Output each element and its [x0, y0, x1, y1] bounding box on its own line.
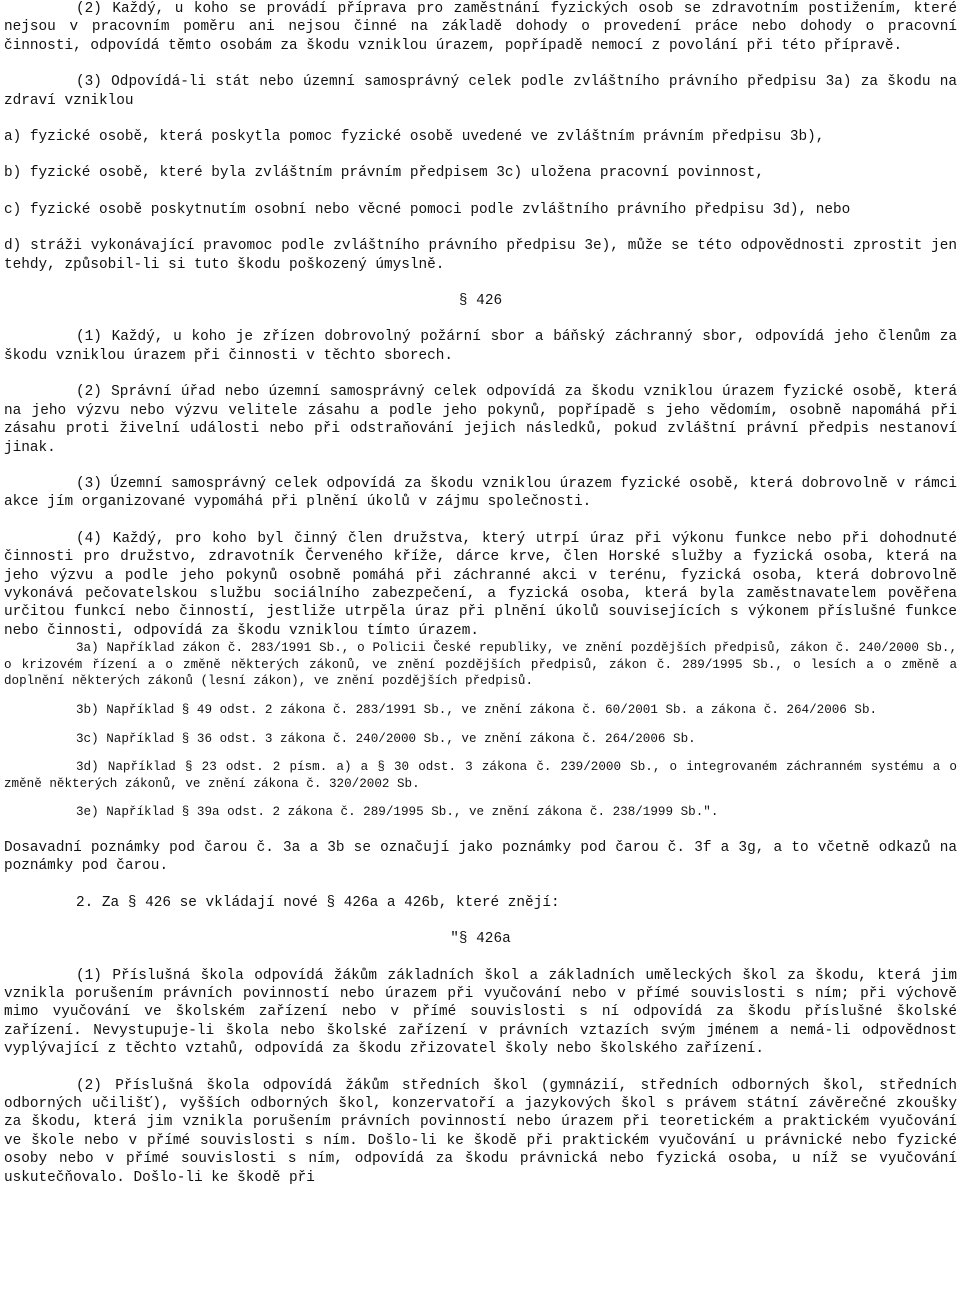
- footnote-3d: 3d) Například § 23 odst. 2 písm. a) a § 30 odst. 3 zákona č. 239/2000 Sb., o integrovaném záchranném systému a o změně některých zákonů, ve znění zákona č. 320/2002 Sb.: [4, 760, 957, 791]
- footnote-3a: 3a) Například zákon č. 283/1991 Sb., o Policii České republiky, ve znění pozdějších předpisů, zákon č. 240/2000 Sb., o krizovém řízení a o změně některých zákonů, ve znění pozdějších předpisů, zákon č. 289/1995 Sb., o lesích a o změně a doplnění některých zákonů (lesní zákon), ve znění pozdějších předpisů.: [4, 641, 957, 689]
- paragraph-426a-2: (2) Příslušná škola odpovídá žákům středních škol (gymnázií, středních odborných škol, středních odborných učilišť), vyšších odborných škol, konzervatoří a jazykových škol s právem státní závěrečné zkoušky za škodu, která jim vznikla porušením právních povinností nebo úrazem při teoretickém a praktickém vyučování ve škole nebo v přímé souvislosti s ním. Došlo-li ke škodě při praktickém vyučování u právnické nebo fyzické osoby nebo v přímé souvislosti s ním, odpovídá za škodu právnická nebo fyzická osoba, u níž se vyučování uskutečňovalo. Došlo-li ke škodě při: [4, 1077, 957, 1186]
- document-page: [4, 0, 957, 1187]
- paragraph-426-3: (3) Územní samosprávný celek odpovídá za škodu vzniklou úrazem fyzické osobě, která dobrovolně v rámci akce jím organizované vypomáhá při plnění úkolů v zájmu společnosti.: [4, 475, 957, 511]
- footnote-3c: 3c) Například § 36 odst. 3 zákona č. 240/2000 Sb., ve znění zákona č. 264/2006 Sb.: [76, 731, 696, 746]
- paragraph-426a-1: (1) Příslušná škola odpovídá žákům základních škol a základních uměleckých škol za škodu, která jim vznikla porušením právních povinností nebo úrazem při vyučování nebo v přímé souvislosti s ním; při výchově mimo vyučování ve školském zařízení nebo v přímé souvislosti s ní odpovídá za škodu příslušné školské zařízení. Nevystupuje-li škola nebo školské zařízení v právních vztazích svým jménem a nemá-li odpovědnost vyplývající z těchto vztahů, odpovídá za škodu zřizovatel školy nebo školského zařízení.: [4, 967, 957, 1058]
- list-item-c: c) fyzické osobě poskytnutím osobní nebo věcné pomoci podle zvláštního právního předpisu 3d), nebo: [4, 201, 851, 218]
- paragraph-425-2: (2) Každý, u koho se provádí příprava pro zaměstnání fyzických osob se zdravotním postižením, které nejsou v pracovním poměru ani nejsou činné na základě dohody o provedení práce nebo dohody o pracovní činnosti, odpovídá těmto osobám za škodu vzniklou úrazem, popřípadě nemocí z povolání při této přípravě.: [4, 1, 957, 54]
- list-item-d: d) stráži vykonávající pravomoc podle zvláštního právního předpisu 3e), může se této odpovědnosti zprostit jen tehdy, způsobil-li si tuto škodu poškozený úmyslně.: [4, 238, 957, 273]
- section-heading-426a: "§ 426a: [450, 931, 511, 948]
- list-item-a: a) fyzické osobě, která poskytla pomoc fyzické osobě uvedené ve zvláštním právním předpisu 3b),: [4, 129, 825, 146]
- paragraph-426-2: (2) Správní úřad nebo územní samosprávný celek odpovídá za škodu vzniklou úrazem fyzické osobě, která na jeho výzvu nebo výzvu velitele zásahu a podle jeho pokynů, popřípadě s jeho vědomím, osobně napomáhá při zásahu proti živelní události nebo při odstraňování jejich následků, pokud zvláštní právní předpis nestanoví jinak.: [4, 384, 957, 456]
- paragraph-426-1: (1) Každý, u koho je zřízen dobrovolný požární sbor a báňský záchranný sbor, odpovídá jeho členům za škodu vzniklou úrazem při činnosti v těchto sborech.: [4, 329, 957, 364]
- amendment-point-2: 2. Za § 426 se vkládají nové § 426a a 426b, které znějí:: [76, 894, 560, 911]
- footnote-3b: 3b) Například § 49 odst. 2 zákona č. 283/1991 Sb., ve znění zákona č. 60/2001 Sb. a zákona č. 264/2006 Sb.: [76, 702, 878, 717]
- list-item-b: b) fyzické osobě, které byla zvláštním právním předpisem 3c) uložena pracovní povinnost,: [4, 165, 764, 182]
- paragraph-footnote-note: Dosavadní poznámky pod čarou č. 3a a 3b se označují jako poznámky pod čarou č. 3f a 3g, a to včetně odkazů na poznámky pod čarou.: [4, 839, 957, 875]
- footnote-3e: 3e) Například § 39a odst. 2 zákona č. 289/1995 Sb., ve znění zákona č. 238/1999 Sb.".: [76, 805, 719, 820]
- section-heading-426: § 426: [458, 293, 503, 310]
- paragraph-425-3: (3) Odpovídá-li stát nebo územní samosprávný celek podle zvláštního právního předpisu 3a) za škodu na zdraví vzniklou: [4, 74, 957, 109]
- paragraph-426-4: (4) Každý, pro koho byl činný člen družstva, který utrpí úraz při výkonu funkce nebo při dohodnuté činnosti pro družstvo, zdravotník Červeného kříže, dárce krve, člen Horské služby a fyzická osoba, která na jeho výzvu a podle jeho pokynů osobně pomáhá při záchranné akci v terénu, fyzická osoba, která dobrovolně vykonává pečovatelskou službu sociálního zabezpečení, a fyzická osoba, která byla zaměstnavatelem pověřena určitou funkcí nebo činností, jestliže utrpěla úraz při plnění úkolů souvisejících s výkonem příslušné funkce nebo činnosti, odpovídá za škodu vzniklou tímto úrazem.: [4, 530, 957, 639]
